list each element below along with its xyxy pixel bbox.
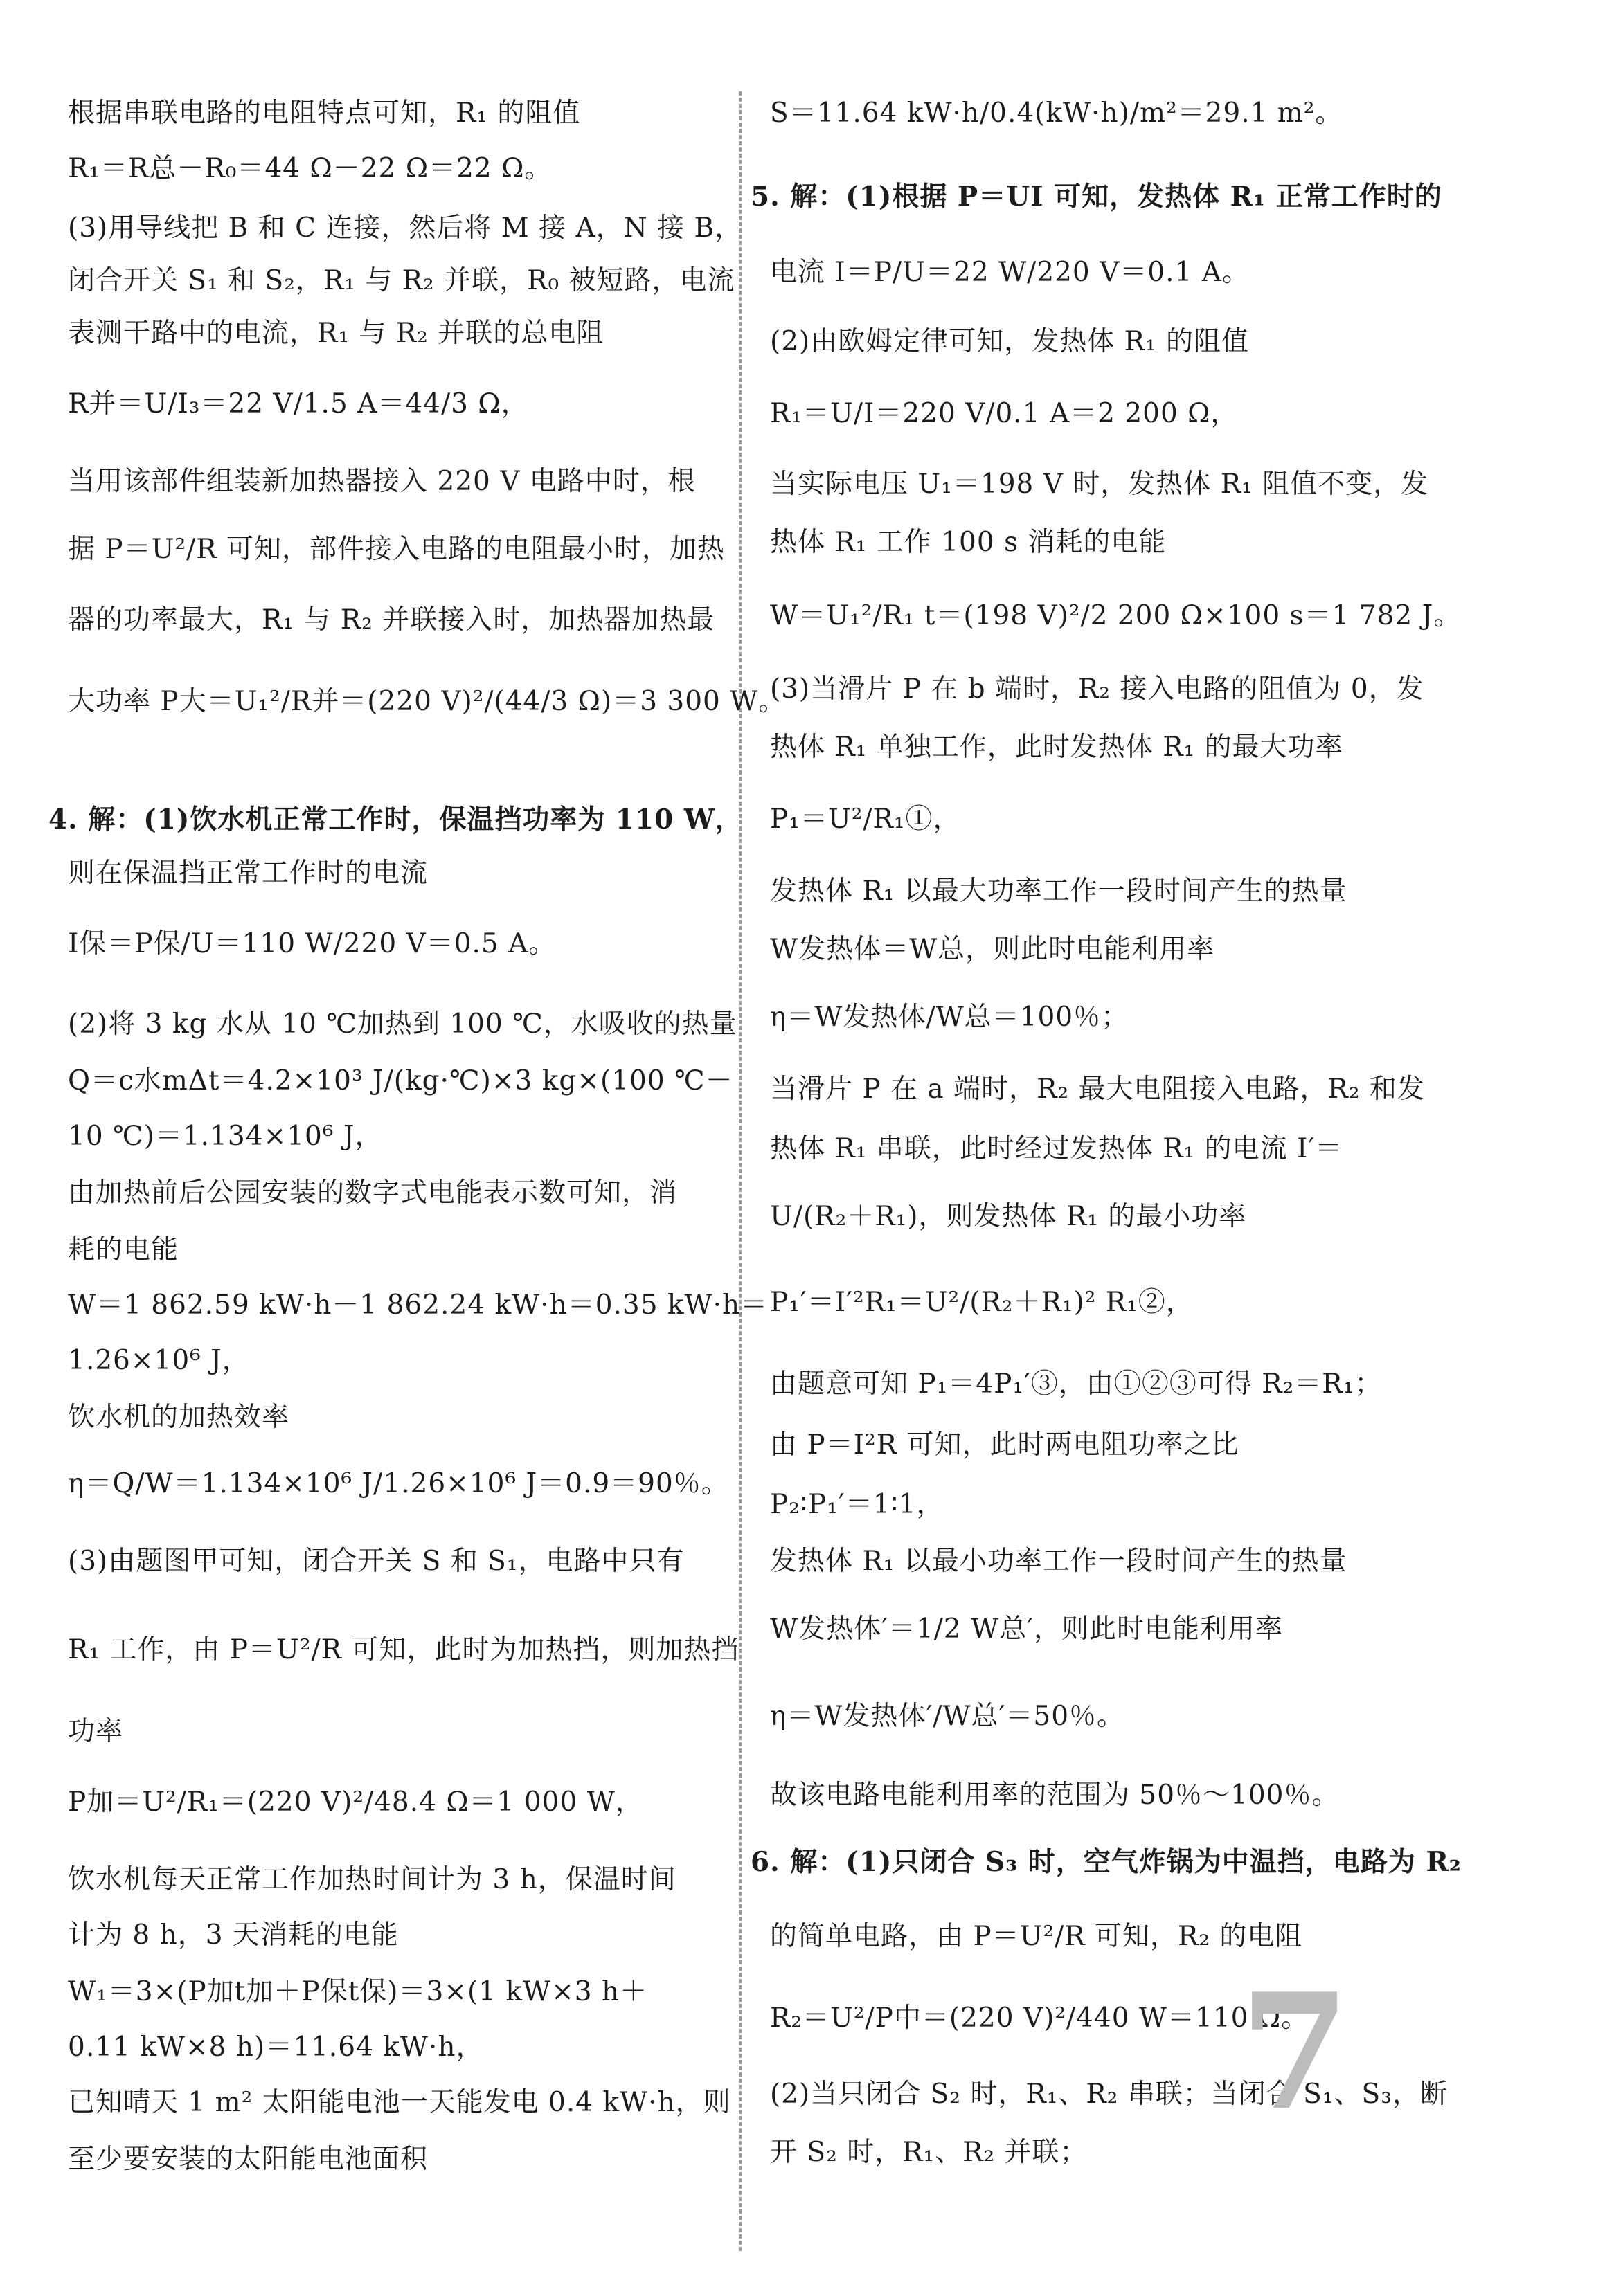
text-line: 当用该部件组装新加热器接入 220 V 电路中时，根 xyxy=(68,466,696,497)
text-line: 已知晴天 1 m² 太阳能电池一天能发电 0.4 kW·h，则 xyxy=(68,2087,731,2118)
text-line: 根据串联电路的电阻特点可知，R₁ 的阻值 xyxy=(68,98,581,129)
formula-line: R₂＝U²/P中＝(220 V)²/440 W＝110 Ω。 xyxy=(770,2003,1309,2034)
formula-line: η＝W发热体/W总＝100％； xyxy=(770,1002,1129,1033)
text-line: 饮水机的加热效率 xyxy=(68,1402,290,1433)
text-line: 当实际电压 U₁＝198 V 时，发热体 R₁ 阻值不变，发 xyxy=(770,469,1429,500)
question-5-start: 5. 解：(1)根据 P＝UI 可知，发热体 R₁ 正常工作时的 xyxy=(751,181,1442,213)
formula-line: 0.11 kW×8 h)＝11.64 kW·h， xyxy=(68,2032,484,2063)
text-line: 发热体 R₁ 以最小功率工作一段时间产生的热量 xyxy=(770,1546,1347,1577)
formula-line: W发热体′＝1/2 W总′，则此时电能利用率 xyxy=(770,1613,1284,1645)
formula-line: I保＝P保/U＝110 W/220 V＝0.5 A。 xyxy=(68,928,557,959)
formula-line: 10 ℃)＝1.134×10⁶ J， xyxy=(68,1121,383,1152)
formula-line: W₁＝3×(P加t加＋P保t保)＝3×(1 kW×3 h＋ xyxy=(68,1976,648,2007)
text-line: 故该电路电能利用率的范围为 50％～100％。 xyxy=(770,1780,1340,1811)
formula-line: 大功率 P大＝U₁²/R并＝(220 V)²/(44/3 Ω)＝3 300 W。 xyxy=(68,686,787,717)
formula-line: W＝1 862.59 kW·h－1 862.24 kW·h＝0.35 kW·h＝ xyxy=(68,1290,769,1321)
text-line: 热体 R₁ 串联，此时经过发热体 R₁ 的电流 I′＝ xyxy=(770,1133,1343,1164)
text-line: 由 P＝I²R 可知，此时两电阻功率之比 xyxy=(770,1429,1239,1461)
text-line: 热体 R₁ 单独工作，此时发热体 R₁ 的最大功率 xyxy=(770,732,1343,763)
question-4-start: 4. 解：(1)饮水机正常工作时，保温挡功率为 110 W， xyxy=(48,804,743,835)
formula-line: R并＝U/I₃＝22 V/1.5 A＝44/3 Ω， xyxy=(68,388,529,419)
formula-line: P₁′＝I′²R₁＝U²/(R₂＋R₁)² R₁②， xyxy=(770,1287,1194,1318)
formula-line: 1.26×10⁶ J， xyxy=(68,1345,250,1376)
formula-line: R₁＝U/I＝220 V/0.1 A＝2 200 Ω， xyxy=(770,398,1239,429)
text-line: 当滑片 P 在 a 端时，R₂ 最大电阻接入电路，R₂ 和发 xyxy=(770,1074,1425,1105)
text-line: 则在保温挡正常工作时的电流 xyxy=(68,858,429,889)
text-line: 计为 8 h，3 天消耗的电能 xyxy=(68,1919,399,1951)
text-line: W发热体＝W总，则此时电能利用率 xyxy=(770,934,1215,965)
text-line: (3)当滑片 P 在 b 端时，R₂ 接入电路的阻值为 0，发 xyxy=(770,674,1424,705)
text-line: (2)当只闭合 S₂ 时，R₁、R₂ 串联；当闭合 S₁、S₃，断 xyxy=(770,2079,1448,2110)
formula-line: η＝W发热体′/W总′＝50％。 xyxy=(770,1701,1125,1732)
text-line: (3)用导线把 B 和 C 连接，然后将 M 接 A，N 接 B， xyxy=(68,213,743,244)
text-line: 开 S₂ 时，R₁、R₂ 并联； xyxy=(770,2137,1088,2168)
column-divider xyxy=(739,91,742,2251)
text-line: (3)由题图甲可知，闭合开关 S 和 S₁，电路中只有 xyxy=(68,1546,685,1577)
text-line: 饮水机每天正常工作加热时间计为 3 h，保温时间 xyxy=(68,1864,676,1895)
text-line: 功率 xyxy=(68,1716,124,1747)
text-line: 由题意可知 P₁＝4P₁′③，由①②③可得 R₂＝R₁； xyxy=(770,1368,1383,1400)
text-line: 据 P＝U²/R 可知，部件接入电路的电阻最小时，加热 xyxy=(68,534,726,565)
formula-line: U/(R₂＋R₁)，则发热体 R₁ 的最小功率 xyxy=(770,1201,1247,1232)
text-line: 器的功率最大，R₁ 与 R₂ 并联接入时，加热器加热最 xyxy=(68,604,715,635)
formula-line: S＝11.64 kW·h/0.4(kW·h)/m²＝29.1 m²。 xyxy=(770,98,1343,129)
formula-line: P₁＝U²/R₁①， xyxy=(770,804,961,835)
formula-line: W＝U₁²/R₁ t＝(198 V)²/2 200 Ω×100 s＝1 782 J。 xyxy=(770,600,1462,631)
text-line: 表测干路中的电流，R₁ 与 R₂ 并联的总电阻 xyxy=(68,318,604,349)
text-line: 由加热前后公园安装的数字式电能表示数可知，消 xyxy=(68,1177,678,1209)
text-line: R₁ 工作，由 P＝U²/R 可知，此时为加热挡，则加热挡 xyxy=(68,1634,739,1665)
question-6-start: 6. 解：(1)只闭合 S₃ 时，空气炸锅为中温挡，电路为 R₂ xyxy=(751,1846,1462,1878)
text-line: 耗的电能 xyxy=(68,1234,179,1265)
text-line: 热体 R₁ 工作 100 s 消耗的电能 xyxy=(770,527,1167,558)
formula-line: 电流 I＝P/U＝22 W/220 V＝0.1 A。 xyxy=(770,257,1250,288)
page-number: 7 xyxy=(1239,1959,1351,2146)
formula-line: P₂∶P₁′＝1∶1， xyxy=(770,1489,944,1520)
text-line: (2)由欧姆定律可知，发热体 R₁ 的阻值 xyxy=(770,326,1250,357)
formula-line: Q＝c水mΔt＝4.2×10³ J/(kg·℃)×3 kg×(100 ℃－ xyxy=(68,1065,733,1096)
text-line: 至少要安装的太阳能电池面积 xyxy=(68,2144,429,2175)
text-line: R₁＝R总－R₀＝44 Ω－22 Ω＝22 Ω。 xyxy=(68,153,553,184)
text-line: 的简单电路，由 P＝U²/R 可知，R₂ 的电阻 xyxy=(770,1921,1303,1952)
text-line: 闭合开关 S₁ 和 S₂，R₁ 与 R₂ 并联，R₀ 被短路，电流 xyxy=(68,265,735,296)
text-line: 发热体 R₁ 以最大功率工作一段时间产生的热量 xyxy=(770,876,1347,907)
formula-line: P加＝U²/R₁＝(220 V)²/48.4 Ω＝1 000 W， xyxy=(68,1787,643,1818)
formula-line: η＝Q/W＝1.134×10⁶ J/1.26×10⁶ J＝0.9＝90％。 xyxy=(68,1468,729,1499)
text-line: (2)将 3 kg 水从 10 ℃加热到 100 ℃，水吸收的热量 xyxy=(68,1009,737,1040)
